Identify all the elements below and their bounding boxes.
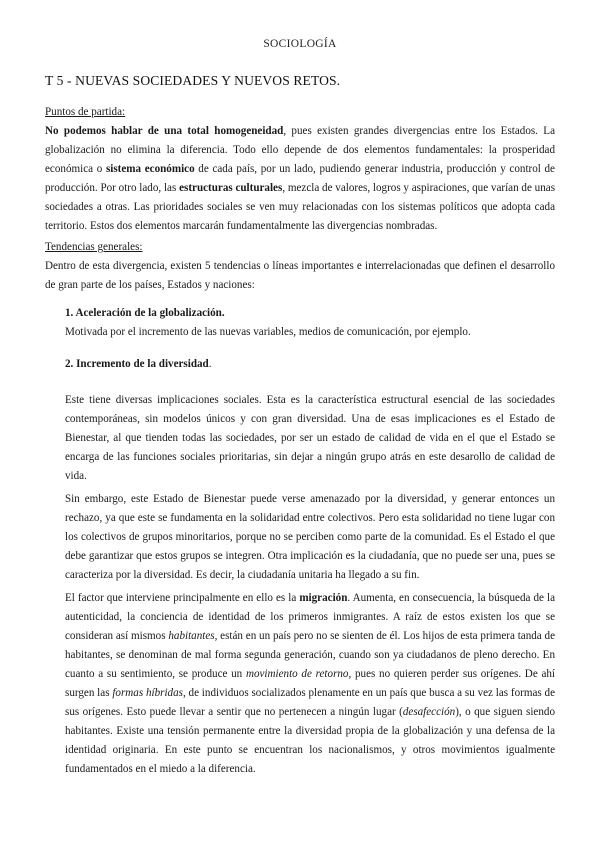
paragraph-migration: El factor que interviene principalmente en ello es la migración. Aumenta, en consecuencia, la búsqueda de la autenticidad, la conciencia de identidad de los primeros inmigrantes. A raíz de estos existen los que se consideran así mismos habitantes, están en un país pero no se sienten de él. Los hijos de esta primera tanda de habitantes, se denominan de mal forma segunda generación, cuando son ya ciudadanos de pleno derecho. En cuanto a su sentimiento, se produce un movimiento de retorno, pues no quieren perder sus orígenes. De ahí surgen las formas híbridas, de individuos socializados plenamente en un país que busca a su vez las formas de sus orígenes. Esto puede llevar a sentir que no pertenecen a ningún lugar (desafección), o que siguen siendo habitantes. Existe una tensión permanente entre la diversidad propia de la globalización y una defensa de la identidad originaria. En este punto se encuentran los nacionalismos, y otros movimientos igualmente fundamentados en el miedo a la diferencia. [65,592,556,775]
subsection-2-heading-wrap: 2. Incremento de la diversidad. [65,358,212,370]
running-header: SOCIOLOGÍA [263,38,337,50]
bold-phrase: No podemos hablar de una total homogeneidad [45,125,284,137]
bold-phrase: estructuras culturales [179,182,283,194]
subsection-1 [65,304,555,342]
section-puntos-de-partida [45,103,555,236]
paragraph-threat: Sin embargo, este Estado de Bienestar puede verse amenazado por la diversidad, y generar entonces un rechazo, ya que este se fundamenta en la solidaridad entre colectivos. Pero esta solidaridad no tiene lugar con los colectivos de grupos minoritarios, porque no se perciben como parte de la comunidad. Es el Estado el que debe garantizar que estos grupos se integren. Otra implicación es la ciudadanía, que no puede ser una, pues se caracteriza por la diversidad. Es decir, la ciudadanía unitaria ha llegado a su fin. [65,493,555,581]
bold-phrase: migración [299,592,348,604]
italic-term: habitantes [168,630,215,642]
italic-term: formas híbridas [112,687,183,699]
italic-term: movimiento de retorno [245,668,349,680]
italic-term: desafección [402,706,456,718]
paragraph-welfare-state: Este tiene diversas implicaciones sociales. Esta es la característica estructural esencial de las sociedades contemporáneas, sin modelos únicos y con gran diversidad. Una de esas implicaciones es el Estado de Bienestar, al que tienden todas las sociedades, por ser un estado de calidad de vida en el que el Estado se encarga de las funciones sociales prioritarias, sin dejar a ningún grupo atrás en este desarollo de calidad de vida. [65,394,555,482]
paragraph: No podemos hablar de una total homogeneidad, pues existen grandes divergencias entre los Estados. La globalización no elimina la diferencia. Todo ello depende de dos elementos fundamentales: la prosperidad económica o sistema económico de cada país, por un lado, pudiendo generar industria, producción y control de producción. Por otro lado, las estructuras culturales, mezcla de valores, logros y aspiraciones, que varían de unas sociedades a otras. Las prioridades sociales se ven muy relacionadas con los sistemas políticos que adopta cada territorio. Estos dos elementos marcarán fundamentalmente las divergencias nombradas. [45,125,556,232]
section-heading: Puntos de partida: [45,106,126,118]
subsection-heading: 2. Incremento de la diversidad [65,358,209,370]
section-heading: Tendencias generales: [45,241,143,253]
section-tendencias-generales [45,238,555,295]
page-title: T 5 - NUEVAS SOCIEDADES Y NUEVOS RETOS. [45,73,341,88]
paragraph: Dentro de esta divergencia, existen 5 tendencias o líneas importantes e interrelacionadas que definen el desarrollo de gran parte de los países, Estados y naciones: [45,260,555,291]
paragraph: Motivada por el incremento de las nuevas variables, medios de comunicación, por ejemplo. [65,326,471,338]
bold-phrase: sistema económico [105,163,195,175]
subsection-heading: 1. Aceleración de la globalización. [65,307,225,319]
